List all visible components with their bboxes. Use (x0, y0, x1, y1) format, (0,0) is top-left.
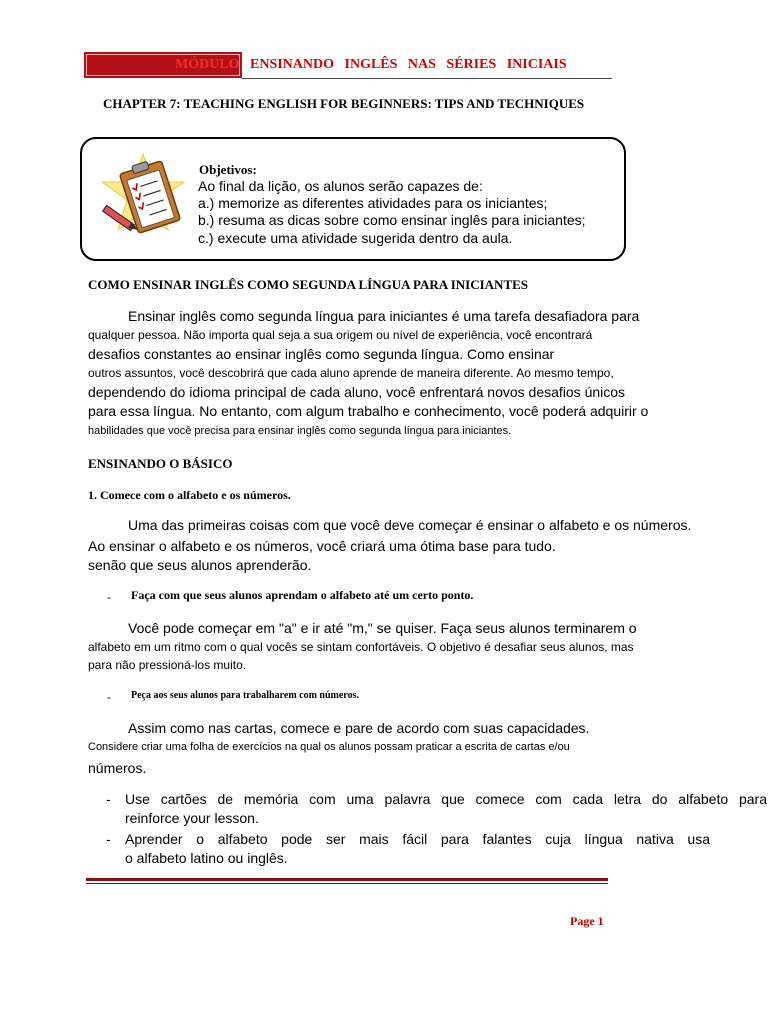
paragraph-line: números. (88, 760, 147, 776)
objectives-title: Objetivos: (199, 162, 257, 177)
bullet-dash: - (107, 690, 111, 704)
footer-rule-thin (86, 883, 608, 884)
paragraph-line: qualquer pessoa. Não importa qual seja a sua origem ou nível de experiência, você encontrará (88, 328, 593, 342)
section-heading-basics: ENSINANDO O BÁSICO (88, 456, 233, 471)
paragraph-line: Você pode começar em "a" e ir até "m," se quiser. Faça seus alunos terminarem o (128, 620, 637, 636)
objective-a: a.) memorize as diferentes atividades para os iniciantes; (198, 195, 548, 211)
clipboard-checklist-icon (98, 152, 188, 252)
objective-c: c.) execute uma atividade sugerida dentro da aula. (198, 230, 513, 246)
paragraph-line: Uma das primeiras coisas com que você deve começar é ensinar o alfabeto e os números. (128, 517, 692, 533)
page-number: Page 1 (570, 914, 604, 928)
paragraph-line: habilidades que você precisa para ensinar inglês como segunda língua para iniciantes. (88, 425, 512, 437)
paragraph-line: dependendo do idioma principal de cada aluno, você enfrentará novos desafios únicos (88, 384, 626, 400)
subheading-alphabet-numbers: 1. Comece com o alfabeto e os números. (88, 488, 291, 502)
bullet-dash: - (107, 590, 111, 604)
paragraph-line: outros assuntos, você descobrirá que cada aluno aprende de maneira diferente. Ao mesmo tempo, (88, 366, 614, 380)
header-module-label: MÓDULO (175, 57, 240, 72)
list-item-latin-alphabet: Aprender o alfabeto pode ser mais fácil para falantes cuja língua nativa usa (125, 831, 710, 847)
paragraph-line: alfabeto em um ritmo com o qual vocês se sintam confortáveis. O objetivo é desafiar seus alunos, mas (88, 640, 634, 654)
paragraph-line: Ao ensinar o alfabeto e os números, você criará uma ótima base para tudo. (88, 538, 556, 554)
list-item-flashcards-cont: reinforce your lesson. (125, 810, 259, 826)
chapter-title: CHAPTER 7: TEACHING ENGLISH FOR BEGINNERS: TIPS AND TECHNIQUES (103, 96, 585, 111)
objectives-intro: Ao final da lição, os alunos serão capazes de: (198, 178, 483, 194)
paragraph-line: senão que seus alunos aprenderão. (88, 557, 312, 573)
header-rule (242, 78, 612, 79)
bullet-heading-numbers: Peça aos seus alunos para trabalharem com números. (131, 690, 359, 701)
header-course-title: ENSINANDO INGLÊS NAS SÉRIES INICIAIS (250, 57, 567, 72)
paragraph-line: Considere criar uma folha de exercícios na qual os alunos possam praticar a escrita de cartas e/ou (88, 741, 570, 753)
paragraph-line: para essa língua. No entanto, com algum trabalho e conhecimento, você poderá adquirir o (88, 403, 649, 419)
list-item-latin-alphabet-cont: o alfabeto latino ou inglês. (125, 850, 288, 866)
list-item-dash: - (106, 791, 111, 807)
bullet-heading-alphabet: Faça com que seus alunos aprendam o alfabeto até um certo ponto. (131, 588, 474, 602)
paragraph-line: desafios constantes ao ensinar inglês como segunda língua. Como ensinar (88, 346, 555, 362)
list-item-flashcards: Use cartões de memória com uma palavra que comece com cada letra do alfabeto para (125, 791, 767, 807)
paragraph-line: Assim como nas cartas, comece e pare de acordo com suas capacidades. (128, 720, 590, 736)
objective-b: b.) resuma as dicas sobre como ensinar inglês para iniciantes; (198, 212, 586, 228)
list-item-dash: - (106, 831, 111, 847)
paragraph-line: Ensinar inglês como segunda língua para iniciantes é uma tarefa desafiadora para (128, 308, 640, 324)
paragraph-line: para não pressioná-los muito. (88, 658, 247, 672)
section-heading-how-to-teach: COMO ENSINAR INGLÊS COMO SEGUNDA LÍNGUA PARA INICIANTES (88, 277, 529, 292)
footer-rule (86, 878, 608, 881)
